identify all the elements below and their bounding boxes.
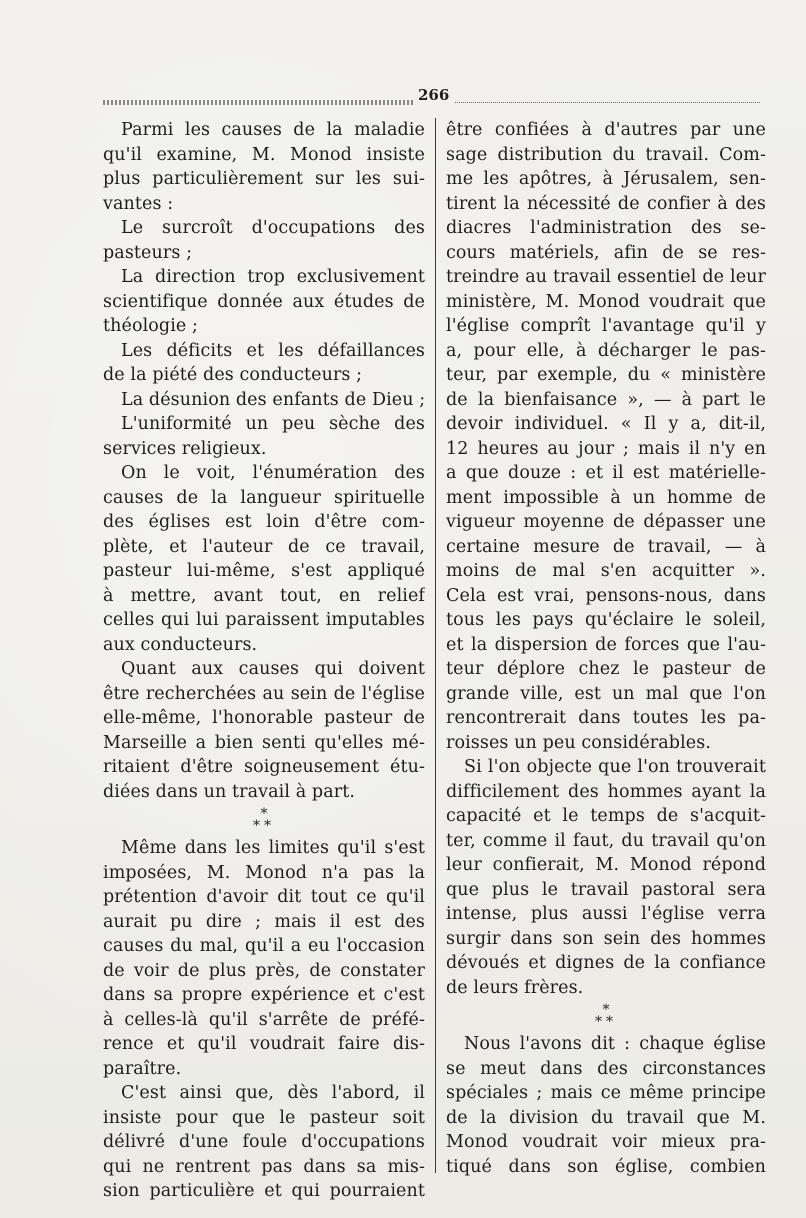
text-line: de voir de plus près, de constater [103,960,425,981]
text-line: Cela est vrai, pensons-nous, dans [446,585,766,606]
text-line: sion particulière et qui pourraient [103,1181,425,1201]
text-line: délivré d'une foule d'occupations [103,1132,425,1152]
text-line: tirent la nécessité de confier à des [446,193,766,214]
text-line: leur confierait, M. Monod répond [446,855,766,875]
text-line: et la dispersion de forces que l'au- [446,634,766,655]
text-line: difficilement des hommes ayant la [446,781,766,802]
text-line: ministère, M. Monod voudrait que [446,291,766,312]
text-line: rence et qu'il voudrait faire dis- [103,1034,425,1054]
text-line: Monod voudrait voir mieux pra- [446,1132,766,1152]
text-line: La désunion des enfants de Dieu ; [121,389,425,410]
text-line: ritaient d'être soigneusement étu- [103,757,425,777]
text-line: celles qui lui paraissent imputables [103,610,425,630]
column-divider [435,118,436,1173]
text-line: causes du mal, qu'il a eu l'occasion [103,936,425,956]
text-line: rencontrerait dans toutes les pa- [446,708,766,728]
text-line: imposées, M. Monod n'a pas la [103,862,425,883]
text-line: services religieux. [103,438,267,459]
text-line: à celles-là qu'il s'arrête de préfé- [103,1009,425,1030]
text-line: l'église comprît l'avantage qu'il y [446,316,766,336]
text-line: ter, comme il faut, du travail qu'on [446,830,766,851]
text-line: Si l'on objecte que l'on trouverait [464,757,766,777]
text-line: On le voit, l'énumération des [121,463,425,483]
text-line: plus particulièrement sur les sui- [103,169,425,189]
text-line: devoir individuel. « Il y a, dit-il, [446,414,766,434]
text-line: Marseille a bien senti qu'elles mé- [103,732,425,753]
text-line: dévoués et dignes de la confiance [446,953,766,973]
text-line: pasteurs ; [103,242,193,263]
text-line: aurait pu dire ; mais il est des [103,911,425,932]
text-line: Nous l'avons dit : chaque église [464,1034,766,1054]
asterism-bottom: ** [253,818,275,834]
text-line: Le surcroît d'occupations des [121,218,425,238]
text-line: des églises est loin d'être com- [103,512,425,532]
text-line: Même dans les limites qu'il s'est [121,838,425,858]
text-line: cours matériels, afin de se res- [446,242,766,263]
text-line: prétention d'avoir dit tout ce qu'il [103,887,425,907]
text-line: de la piété des conducteurs ; [103,365,363,385]
text-line: tous les pays qu'éclaire le soleil, [446,610,766,630]
text-line: pasteur lui-même, s'est appliqué [103,561,425,581]
text-line: diées dans un travail à part. [103,781,356,802]
text-line: plète, et l'auteur de ce travail, [103,536,425,557]
right-column [446,118,766,1179]
page-number: 266 [418,86,450,104]
text-line: tiqué dans son église, combien [446,1156,766,1177]
text-line: capacité et le temps de s'acquit- [446,806,766,826]
text-line: insiste pour que le pasteur soit [103,1107,425,1128]
text-line: vantes : [103,193,174,214]
text-line: spéciales ; mais ce même principe [446,1083,766,1103]
text-line: de la division du travail que M. [446,1107,766,1128]
text-line: sage distribution du travail. Com- [446,144,766,165]
text-line: surgir dans son sein des hommes [446,928,766,949]
text-line: a, pour elle, à décharger le pas- [446,340,766,361]
text-line: C'est ainsi que, dès l'abord, il [121,1083,425,1103]
page-header [103,86,763,110]
text-line: de la bienfaisance », — à part le [446,389,766,410]
text-line: a que douze : et il est matérielle- [446,463,766,483]
text-line: certaine mesure de travail, — à [446,536,766,557]
text-line: roisses un peu considérables. [446,732,711,753]
text-line: qu'il examine, M. Monod insiste [103,144,425,165]
text-line: ment impossible à un homme de [446,487,766,508]
text-line: La direction trop exclusivement [121,267,425,287]
text-line: diacres l'administration des se- [446,218,766,238]
text-line: Quant aux causes qui doivent [121,659,425,679]
text-line: qui ne rentrent pas dans sa mis- [103,1156,425,1177]
text-line: elle-même, l'honorable pasteur de [103,708,425,728]
header-rule-right [455,102,760,103]
text-line: Parmi les causes de la maladie [121,120,425,140]
text-line: paraître. [103,1058,182,1079]
asterism-separator: * ** [446,1000,766,1032]
text-line: être recherchées au sein de l'église [103,683,425,704]
text-line: de leurs frères. [446,977,584,998]
left-column [103,118,425,1204]
text-line: me les apôtres, à Jérusalem, sen- [446,169,766,189]
text-line: L'uniformité un peu sèche des [121,414,425,434]
asterism-separator: * ** [103,804,425,836]
text-line: théologie ; [103,316,199,336]
text-line: treindre au travail essentiel de leur [446,267,766,287]
text-line: que plus le travail pastoral sera [446,879,766,900]
text-line: vigueur moyenne de dépasser une [446,512,766,532]
text-line: grande ville, est un mal que l'on [446,683,766,704]
text-line: Les déficits et les défaillances [121,340,425,361]
text-line: aux conducteurs. [103,634,258,655]
text-line: causes de la langueur spirituelle [103,487,425,508]
text-line: moins de mal s'en acquitter ». [446,561,766,581]
text-line: scientifique donnée aux études de [103,291,425,312]
text-line: se meut dans des circonstances [446,1058,766,1079]
text-line: teur, par exemple, du « ministère [446,365,766,385]
header-rule-left [103,100,415,105]
asterism-bottom: ** [595,1014,617,1030]
text-line: teur déplore chez le pasteur de [446,659,766,679]
text-line: dans sa propre expérience et c'est [103,985,425,1005]
text-line: être confiées à d'autres par une [446,120,766,140]
text-line: 12 heures au jour ; mais il n'y en [446,438,766,459]
text-line: à mettre, avant tout, en relief [103,585,425,606]
text-line: intense, plus aussi l'église verra [446,904,766,924]
